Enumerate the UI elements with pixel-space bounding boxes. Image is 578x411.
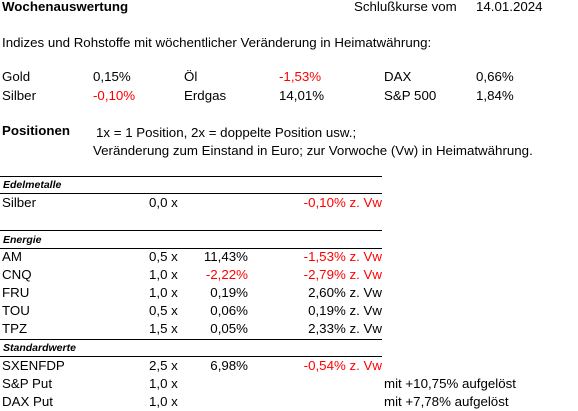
position-week-change: -0,10% z. Vw	[303, 195, 382, 210]
divider	[0, 230, 382, 231]
position-name: CNQ	[2, 267, 32, 282]
index-change: -0,10%	[93, 88, 136, 103]
positions-note: Veränderung zum Einstand in Euro; zur Vorwoche (Vw) in Heimatwährung.	[93, 143, 533, 158]
position-remark: mit +7,78% aufgelöst	[384, 394, 509, 409]
report-title: Wochenauswertung	[2, 0, 129, 14]
positions-heading: Positionen	[2, 123, 70, 138]
index-name: S&P 500	[384, 88, 437, 103]
position-name: S&P Put	[2, 376, 53, 391]
position-size: 1,5 x	[149, 321, 178, 336]
position-name: AM	[2, 249, 22, 264]
position-name: FRU	[2, 285, 30, 300]
category-heading: Standardwerte	[3, 342, 76, 354]
index-name: DAX	[384, 69, 412, 84]
index-name: Silber	[2, 88, 36, 103]
index-name: Gold	[2, 69, 31, 84]
position-entry-change: 6,98%	[210, 358, 248, 373]
position-entry-change: -2,22%	[205, 267, 248, 282]
position-size: 1,0 x	[149, 285, 178, 300]
index-change: 0,66%	[476, 69, 514, 84]
position-size: 1,0 x	[149, 376, 178, 391]
closing-label: Schlußkurse vom	[354, 0, 457, 14]
position-entry-change: 0,19%	[210, 285, 248, 300]
category-heading: Energie	[3, 234, 42, 246]
divider	[0, 193, 382, 194]
position-size: 2,5 x	[149, 358, 178, 373]
index-change: 1,84%	[476, 88, 514, 103]
position-week-change: 2,33% z. Vw	[308, 321, 382, 336]
index-name: Erdgas	[184, 88, 227, 103]
position-week-change: -1,53% z. Vw	[303, 249, 382, 264]
position-entry-change: 0,05%	[210, 321, 248, 336]
category-heading: Edelmetalle	[3, 179, 62, 191]
position-name: DAX Put	[2, 394, 53, 409]
position-name: TPZ	[2, 321, 28, 336]
position-week-change: -2,79% z. Vw	[303, 267, 382, 282]
index-change: -1,53%	[279, 69, 322, 84]
position-entry-change: 0,06%	[210, 303, 248, 318]
position-name: SXENFDP	[2, 358, 65, 373]
position-size: 0,5 x	[149, 249, 178, 264]
intro-text: Indizes und Rohstoffe mit wöchentlicher Veränderung in Heimatwährung:	[2, 35, 432, 50]
positions-note: 1x = 1 Position, 2x = doppelte Position usw.;	[96, 125, 357, 140]
position-size: 0,0 x	[149, 195, 178, 210]
position-week-change: -0,54% z. Vw	[303, 358, 382, 373]
position-week-change: 2,60% z. Vw	[308, 285, 382, 300]
index-name: Öl	[184, 69, 198, 84]
position-size: 0,5 x	[149, 303, 178, 318]
position-size: 1,0 x	[149, 267, 178, 282]
position-week-change: 0,19% z. Vw	[308, 303, 382, 318]
index-change: 0,15%	[93, 69, 131, 84]
position-entry-change: 11,43%	[203, 249, 248, 264]
position-name: Silber	[2, 195, 36, 210]
divider	[0, 356, 382, 357]
position-remark: mit +10,75% aufgelöst	[384, 376, 516, 391]
position-size: 1,0 x	[149, 394, 178, 409]
position-name: TOU	[2, 303, 30, 318]
closing-date: 14.01.2024	[476, 0, 543, 14]
index-change: 14,01%	[279, 88, 325, 103]
